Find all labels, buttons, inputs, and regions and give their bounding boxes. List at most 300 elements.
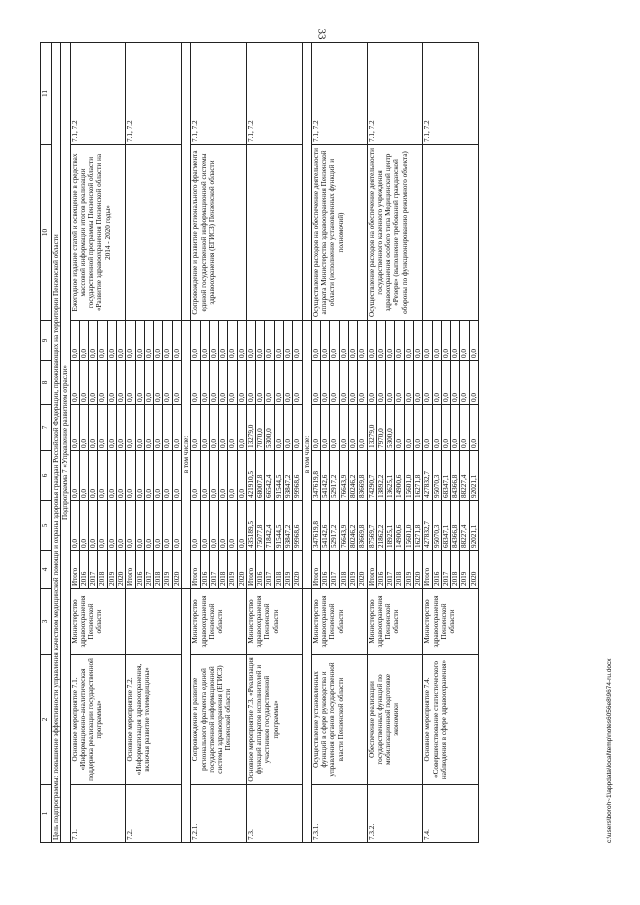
- amount-cell: 0,0: [191, 321, 200, 361]
- amount-cell: 0,0: [107, 501, 116, 551]
- amount-cell: 0,0: [293, 361, 302, 405]
- activity-name: Основное мероприятие 7.3. «Реализация функций аппаратов исполнителей и участников государственной программы»: [246, 655, 302, 785]
- amount-cell: 0,0: [441, 405, 450, 451]
- amount-cell: 0,0: [172, 501, 181, 551]
- year-cell: 2019: [107, 551, 116, 589]
- amount-cell: 0,0: [219, 451, 228, 501]
- amount-cell: 87569,7: [367, 501, 376, 551]
- amount-cell: 0,0: [200, 451, 209, 501]
- amount-cell: 0,0: [107, 405, 116, 451]
- year-cell: 2018: [395, 551, 404, 589]
- year-cell: 2020: [358, 551, 367, 589]
- activity-name: Сопровождение и развитие регионального фрагмента единой государственной информационной системы здравоохранения (ЕГИСЗ) Пензенской области: [191, 655, 247, 785]
- activity-number: 7.1.: [70, 785, 126, 843]
- amount-cell: 0,0: [451, 405, 460, 451]
- amount-cell: 0,0: [423, 405, 432, 451]
- amount-cell: 0,0: [144, 405, 153, 451]
- amount-cell: 0,0: [330, 321, 339, 361]
- indicator-ref: 7.1, 7.2: [311, 43, 367, 145]
- amount-cell: 0,0: [144, 361, 153, 405]
- amount-cell: 0,0: [200, 321, 209, 361]
- amount-cell: 0,0: [154, 405, 163, 451]
- amount-cell: 95070,3: [432, 501, 441, 551]
- amount-cell: 0,0: [191, 501, 200, 551]
- indicator-ref: 7.1, 7.2: [70, 43, 126, 145]
- amount-cell: 0,0: [358, 321, 367, 361]
- year-cell: Итого: [311, 551, 320, 589]
- amount-cell: 15601,0: [404, 451, 413, 501]
- amount-cell: 14900,6: [395, 451, 404, 501]
- amount-cell: 0,0: [237, 321, 246, 361]
- amount-cell: 0,0: [284, 361, 293, 405]
- year-cell: 2019: [349, 551, 358, 589]
- amount-cell: 0,0: [460, 405, 469, 451]
- executor: Министерство здравоохранения Пензенской области: [246, 589, 302, 655]
- amount-cell: 0,0: [107, 361, 116, 405]
- amount-cell: 0,0: [423, 361, 432, 405]
- amount-cell: 80246,2: [349, 451, 358, 501]
- amount-cell: 0,0: [256, 361, 265, 405]
- amount-cell: 66542,4: [265, 451, 274, 501]
- subprogram-title: Подпрограмма 7 «Управление развитием отрасли»: [61, 43, 70, 843]
- amount-cell: 0,0: [98, 361, 107, 405]
- amount-cell: 16271,8: [413, 501, 422, 551]
- amount-cell: 0,0: [265, 361, 274, 405]
- indicator-ref: 7.1, 7.2: [367, 43, 423, 145]
- amount-cell: 0,0: [423, 321, 432, 361]
- expected-result: [246, 145, 302, 321]
- year-cell: 2017: [386, 551, 395, 589]
- year-cell: 2016: [321, 551, 330, 589]
- amount-cell: 0,0: [349, 405, 358, 451]
- amount-cell: 15601,0: [404, 501, 413, 551]
- amount-cell: 0,0: [154, 501, 163, 551]
- amount-cell: 7070,0: [256, 405, 265, 451]
- table-row: [70, 43, 79, 843]
- amount-cell: 0,0: [191, 451, 200, 501]
- year-cell: 2017: [441, 551, 450, 589]
- amount-cell: 0,0: [311, 321, 320, 361]
- amount-cell: 0,0: [135, 451, 144, 501]
- amount-cell: 0,0: [79, 321, 88, 361]
- amount-cell: 80246,2: [349, 501, 358, 551]
- col-header: 5: [41, 501, 52, 551]
- amount-cell: 0,0: [237, 501, 246, 551]
- program-table: [40, 42, 479, 843]
- expected-result: Осуществление расходов на обеспечение деятельности аппарата Министерства здравоохранения Пензенской области (исполнение установленных функций и полномочий): [311, 145, 367, 321]
- amount-cell: 0,0: [154, 321, 163, 361]
- amount-cell: 18925,1: [386, 501, 395, 551]
- amount-cell: 92021,1: [469, 451, 478, 501]
- col-header: 3: [41, 589, 52, 655]
- amount-cell: 0,0: [284, 321, 293, 361]
- year-cell: 2018: [98, 551, 107, 589]
- expected-result: Ежегодное издание статей и освещение в средствах массовой информации итогов реализации государственной программы Пензенской области «Развитие здравоохранения Пензенской области на 2014 - 2020 годы»: [70, 145, 126, 321]
- col-header: 6: [41, 451, 52, 501]
- year-cell: Итого: [367, 551, 376, 589]
- amount-cell: 0,0: [376, 361, 385, 405]
- amount-cell: 0,0: [107, 451, 116, 501]
- year-cell: Итого: [423, 551, 432, 589]
- table-row: [423, 43, 432, 843]
- amount-cell: 83669,8: [358, 451, 367, 501]
- activity-number: 7.2.1.: [191, 785, 247, 843]
- empty-cell: [181, 589, 190, 843]
- amount-cell: 0,0: [219, 405, 228, 451]
- amount-cell: 16271,8: [413, 451, 422, 501]
- amount-cell: 421910,5: [246, 451, 255, 501]
- amount-cell: 0,0: [89, 451, 98, 501]
- amount-cell: 13279,0: [246, 405, 255, 451]
- expected-result: Осуществление расходов на обеспечение деятельности государственного казенного учреждения здравоохранения особого типа Медицинский центр «Резерв» (выполнение требований гражданской обороны по функционированию режимного объекта): [367, 145, 423, 321]
- amount-cell: 13279,0: [367, 405, 376, 451]
- year-cell: 2019: [404, 551, 413, 589]
- amount-cell: 0,0: [209, 451, 218, 501]
- expected-result: [423, 145, 479, 321]
- table-row: [126, 43, 135, 843]
- amount-cell: 91544,5: [274, 501, 283, 551]
- amount-cell: 84366,8: [451, 451, 460, 501]
- year-cell: Итого: [191, 551, 200, 589]
- indicator-ref: 7.1, 7.2: [246, 43, 302, 145]
- amount-cell: 0,0: [349, 321, 358, 361]
- amount-cell: 84366,8: [451, 501, 460, 551]
- amount-cell: 0,0: [79, 361, 88, 405]
- amount-cell: 435189,5: [246, 501, 255, 551]
- amount-cell: 0,0: [98, 501, 107, 551]
- year-cell: 2018: [274, 551, 283, 589]
- amount-cell: 0,0: [460, 321, 469, 361]
- amount-cell: 0,0: [191, 361, 200, 405]
- year-cell: 2018: [451, 551, 460, 589]
- executor: Министерство здравоохранения Пензенской области: [191, 589, 247, 655]
- amount-cell: 0,0: [172, 361, 181, 405]
- including-row: [302, 43, 311, 843]
- amount-cell: 21862,2: [376, 501, 385, 551]
- amount-cell: 0,0: [154, 451, 163, 501]
- amount-cell: 0,0: [79, 451, 88, 501]
- activity-number: 7.3.1.: [311, 785, 367, 843]
- amount-cell: 88227,4: [460, 501, 469, 551]
- header-row: [41, 43, 52, 843]
- amount-cell: 0,0: [126, 451, 135, 501]
- amount-cell: 93847,2: [284, 451, 293, 501]
- amount-cell: 0,0: [172, 451, 181, 501]
- goal-text: Цель подпрограммы: повышение эффективности управления качеством медицинской помощи и охраны здоровья граждан Российской Федерации, проживающих на территории Пензенской области: [52, 43, 61, 843]
- file-path-footer: c:\users\boroh~1\appdata\local\temp\notes6056e8\9674-ru.docx: [606, 658, 613, 843]
- goal-row: [52, 43, 61, 843]
- empty-cell: [302, 589, 311, 843]
- amount-cell: 0,0: [135, 321, 144, 361]
- amount-cell: 427832,7: [423, 451, 432, 501]
- year-cell: Итого: [246, 551, 255, 589]
- amount-cell: 0,0: [98, 321, 107, 361]
- amount-cell: 0,0: [330, 405, 339, 451]
- col-header: 11: [41, 43, 52, 145]
- year-cell: 2017: [89, 551, 98, 589]
- amount-cell: 76643,9: [339, 501, 348, 551]
- year-cell: 2020: [172, 551, 181, 589]
- year-cell: 2017: [265, 551, 274, 589]
- amount-cell: 0,0: [386, 361, 395, 405]
- activity-number: 7.4.: [423, 785, 479, 843]
- col-header: 10: [41, 145, 52, 321]
- year-cell: 2016: [79, 551, 88, 589]
- amount-cell: 76643,9: [339, 451, 348, 501]
- amount-cell: 0,0: [228, 451, 237, 501]
- amount-cell: 71842,4: [265, 501, 274, 551]
- amount-cell: 0,0: [311, 405, 320, 451]
- amount-cell: 427832,7: [423, 501, 432, 551]
- year-cell: 2018: [219, 551, 228, 589]
- amount-cell: 0,0: [107, 321, 116, 361]
- amount-cell: 0,0: [321, 361, 330, 405]
- amount-cell: 88227,4: [460, 451, 469, 501]
- amount-cell: 0,0: [135, 405, 144, 451]
- amount-cell: 0,0: [367, 321, 376, 361]
- amount-cell: 83669,8: [358, 501, 367, 551]
- year-cell: 2016: [256, 551, 265, 589]
- amount-cell: 0,0: [404, 361, 413, 405]
- amount-cell: 0,0: [237, 451, 246, 501]
- indicator-ref: 7.1, 7.2: [126, 43, 182, 145]
- amount-cell: 54142,6: [321, 501, 330, 551]
- year-cell: 2018: [339, 551, 348, 589]
- col-header: 7: [41, 405, 52, 451]
- amount-cell: 0,0: [395, 361, 404, 405]
- amount-cell: 0,0: [228, 501, 237, 551]
- year-cell: 2020: [413, 551, 422, 589]
- amount-cell: 0,0: [144, 501, 153, 551]
- amount-cell: 0,0: [209, 501, 218, 551]
- amount-cell: 0,0: [163, 361, 172, 405]
- amount-cell: 0,0: [144, 321, 153, 361]
- col-header: 2: [41, 655, 52, 785]
- executor: Министерство здравоохранения Пензенской области: [423, 589, 479, 655]
- amount-cell: 0,0: [163, 501, 172, 551]
- amount-cell: 0,0: [358, 405, 367, 451]
- indicator-ref: 7.1, 7.2: [423, 43, 479, 145]
- amount-cell: 0,0: [367, 361, 376, 405]
- amount-cell: 0,0: [116, 321, 125, 361]
- amount-cell: 0,0: [432, 405, 441, 451]
- amount-cell: 0,0: [209, 405, 218, 451]
- amount-cell: 92021,1: [469, 501, 478, 551]
- amount-cell: 0,0: [70, 451, 79, 501]
- amount-cell: 0,0: [339, 361, 348, 405]
- year-cell: Итого: [70, 551, 79, 589]
- amount-cell: 91544,5: [274, 451, 283, 501]
- amount-cell: 0,0: [376, 321, 385, 361]
- amount-cell: 52917,2: [330, 501, 339, 551]
- amount-cell: 0,0: [144, 451, 153, 501]
- year-cell: 2017: [144, 551, 153, 589]
- empty-cell: [302, 43, 311, 321]
- amount-cell: 0,0: [311, 361, 320, 405]
- col-header: 4: [41, 551, 52, 589]
- year-cell: 2017: [209, 551, 218, 589]
- amount-cell: 7970,0: [376, 405, 385, 451]
- amount-cell: 0,0: [432, 361, 441, 405]
- year-cell: 2016: [376, 551, 385, 589]
- amount-cell: 0,0: [116, 451, 125, 501]
- activity-name: Осуществление установленных функций в сфере руководства и управления органов государственной власти Пензенской области: [311, 655, 367, 785]
- col-header: 1: [41, 785, 52, 843]
- activity-number: 7.3.: [246, 785, 302, 843]
- amount-cell: 0,0: [358, 361, 367, 405]
- amount-cell: 0,0: [469, 321, 478, 361]
- amount-cell: 13892,2: [376, 451, 385, 501]
- amount-cell: 0,0: [135, 361, 144, 405]
- amount-cell: 0,0: [126, 361, 135, 405]
- amount-cell: 0,0: [219, 501, 228, 551]
- amount-cell: 0,0: [228, 321, 237, 361]
- rotated-page: [40, 43, 613, 843]
- year-cell: 2020: [293, 551, 302, 589]
- year-cell: 2017: [330, 551, 339, 589]
- amount-cell: 0,0: [79, 405, 88, 451]
- amount-cell: 347619,8: [311, 501, 320, 551]
- year-cell: 2020: [237, 551, 246, 589]
- amount-cell: 68347,1: [441, 451, 450, 501]
- executor: Министерство здравоохранения Пензенской области: [311, 589, 367, 655]
- amount-cell: 0,0: [441, 321, 450, 361]
- amount-cell: 0,0: [116, 405, 125, 451]
- amount-cell: 0,0: [395, 405, 404, 451]
- amount-cell: 0,0: [89, 361, 98, 405]
- amount-cell: 0,0: [200, 405, 209, 451]
- amount-cell: 0,0: [274, 361, 283, 405]
- amount-cell: 0,0: [209, 361, 218, 405]
- amount-cell: 52917,2: [330, 451, 339, 501]
- amount-cell: 0,0: [163, 321, 172, 361]
- amount-cell: 0,0: [89, 321, 98, 361]
- amount-cell: 0,0: [70, 501, 79, 551]
- amount-cell: 0,0: [70, 361, 79, 405]
- amount-cell: 0,0: [70, 405, 79, 451]
- amount-cell: 0,0: [228, 405, 237, 451]
- amount-cell: 95070,3: [432, 451, 441, 501]
- amount-cell: 0,0: [219, 321, 228, 361]
- year-cell: 2020: [116, 551, 125, 589]
- amount-cell: 5300,0: [386, 405, 395, 451]
- year-cell: 2016: [135, 551, 144, 589]
- amount-cell: 0,0: [386, 321, 395, 361]
- amount-cell: 0,0: [413, 361, 422, 405]
- amount-cell: 0,0: [293, 405, 302, 451]
- amount-cell: 0,0: [89, 405, 98, 451]
- amount-cell: 0,0: [432, 321, 441, 361]
- col-header: 9: [41, 321, 52, 361]
- amount-cell: 0,0: [274, 321, 283, 361]
- year-cell: 2016: [200, 551, 209, 589]
- amount-cell: 68347,1: [441, 501, 450, 551]
- table-row: [246, 43, 255, 843]
- table-row: [191, 43, 200, 843]
- amount-cell: 0,0: [200, 361, 209, 405]
- amount-cell: 0,0: [284, 405, 293, 451]
- executor: [126, 589, 182, 655]
- year-cell: 2020: [469, 551, 478, 589]
- amount-cell: 0,0: [441, 361, 450, 405]
- amount-cell: 0,0: [321, 321, 330, 361]
- amount-cell: 0,0: [246, 321, 255, 361]
- amount-cell: 68007,8: [256, 451, 265, 501]
- amount-cell: 0,0: [404, 321, 413, 361]
- amount-cell: 0,0: [460, 361, 469, 405]
- amount-cell: 75077,8: [256, 501, 265, 551]
- amount-cell: 54142,6: [321, 451, 330, 501]
- year-cell: Итого: [126, 551, 135, 589]
- amount-cell: 0,0: [274, 405, 283, 451]
- table-row: [367, 43, 376, 843]
- amount-cell: 0,0: [265, 321, 274, 361]
- activity-name: Основное мероприятие 7.1. «Информационно-аналитическая поддержка реализации государственной программы»: [70, 655, 126, 785]
- amount-cell: 0,0: [404, 405, 413, 451]
- amount-cell: 0,0: [209, 321, 218, 361]
- amount-cell: 0,0: [237, 361, 246, 405]
- amount-cell: 0,0: [70, 321, 79, 361]
- amount-cell: 0,0: [163, 405, 172, 451]
- amount-cell: 0,0: [246, 361, 255, 405]
- expected-result: Сопровождение и развитие регионального фрагмента единой государственной информационной системы здравоохранения (ЕГИСЗ) Пензенской области: [191, 145, 247, 321]
- page-number: 33: [315, 28, 328, 40]
- amount-cell: 74290,7: [367, 451, 376, 501]
- amount-cell: 0,0: [89, 501, 98, 551]
- amount-cell: 0,0: [237, 405, 246, 451]
- amount-cell: 5300,0: [265, 405, 274, 451]
- amount-cell: 0,0: [98, 451, 107, 501]
- amount-cell: 99968,6: [293, 501, 302, 551]
- amount-cell: 0,0: [469, 405, 478, 451]
- executor: Министерство здравоохранения Пензенской области: [70, 589, 126, 655]
- amount-cell: 0,0: [172, 321, 181, 361]
- year-cell: 2019: [228, 551, 237, 589]
- table-row: [311, 43, 320, 843]
- amount-cell: 0,0: [395, 321, 404, 361]
- col-header: 8: [41, 361, 52, 405]
- amount-cell: 0,0: [256, 321, 265, 361]
- amount-cell: 0,0: [451, 321, 460, 361]
- amount-cell: 0,0: [135, 501, 144, 551]
- amount-cell: 0,0: [200, 501, 209, 551]
- amount-cell: 0,0: [469, 361, 478, 405]
- amount-cell: 0,0: [349, 361, 358, 405]
- amount-cell: 0,0: [321, 405, 330, 451]
- amount-cell: 0,0: [98, 405, 107, 451]
- year-cell: 2019: [460, 551, 469, 589]
- year-cell: 2018: [154, 551, 163, 589]
- amount-cell: 0,0: [126, 501, 135, 551]
- activity-number: 7.3.2.: [367, 785, 423, 843]
- amount-cell: 0,0: [191, 405, 200, 451]
- activity-name: Основное мероприятие 7.4. «Совершенствование статистического наблюдения в сфере здравоохранения»: [423, 655, 479, 785]
- amount-cell: 0,0: [116, 361, 125, 405]
- including-row: [181, 43, 190, 843]
- amount-cell: 0,0: [172, 405, 181, 451]
- expected-result: [126, 145, 182, 321]
- amount-cell: 0,0: [79, 501, 88, 551]
- amount-cell: 0,0: [413, 405, 422, 451]
- year-cell: 2016: [432, 551, 441, 589]
- amount-cell: 14900,6: [395, 501, 404, 551]
- amount-cell: 0,0: [339, 405, 348, 451]
- executor: Министерство здравоохранения Пензенской области: [367, 589, 423, 655]
- amount-cell: 0,0: [163, 451, 172, 501]
- amount-cell: 0,0: [154, 361, 163, 405]
- including-label: в том числе:: [302, 321, 311, 589]
- year-cell: 2019: [163, 551, 172, 589]
